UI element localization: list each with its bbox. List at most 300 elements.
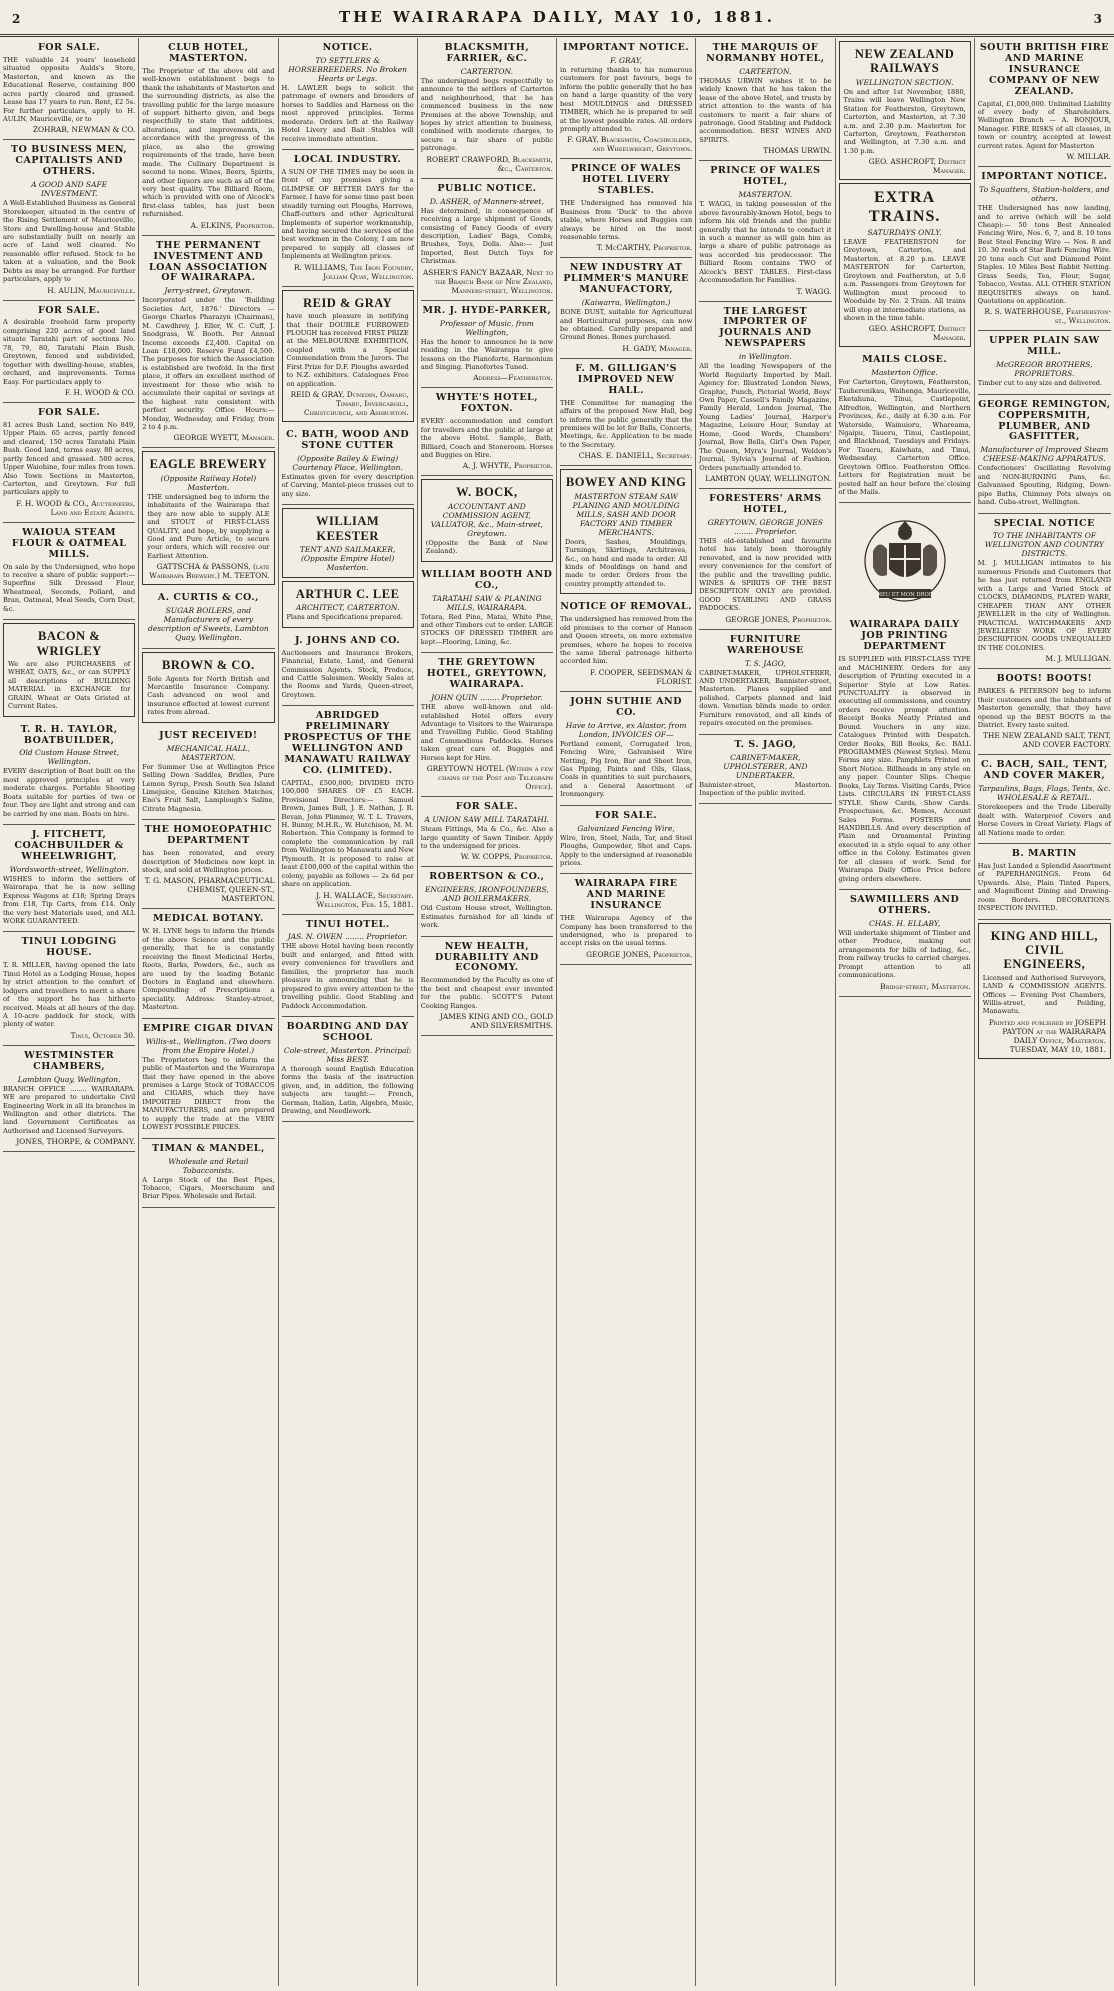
- advertisement: [3, 38, 135, 140]
- advertisement-body: M. J. MULLIGAN intimates to his numerous Friends and Customers that he has just returned from ENGLAND with a Large and Varied Stock of CLOCKS, DIAMONDS, PLATED WARE, CHEAPER THAN ANY OTHER JEWELLER in the city of Wellington. PRACTICAL WATCHMAKERS AND JEWELLERS' WORK OF EVERY DESCRIPTION. GOODS UNEQUALLED IN THE COLONIES.: [977, 559, 1111, 652]
- advertisement-heading: BOARDING AND DAY SCHOOL: [286, 1020, 409, 1043]
- advertisement-subheading: JOHN QUIN ........ Proprietor.: [431, 693, 543, 703]
- advertisement-heading: REID & GRAY: [303, 295, 393, 310]
- advertisement: [839, 350, 971, 503]
- advertisement-subheading: TARATAHI SAW & PLANING MILLS, WAIRARAPA.: [432, 593, 542, 612]
- advertisement-body: A desirable freehold farm property comprising 220 acres of good land situate Taratahi part of sections No. 78, 79, 80, Taratahi Plain Bush, Greytown, fenced and subdivided, together with dwelling-house, stables, orchard, and improvements. Terms Easy. For particulars apply to: [3, 318, 136, 386]
- advertisement: [282, 290, 414, 422]
- advertisement: [978, 514, 1111, 670]
- advertisement-heading: NOTICE.: [322, 42, 373, 53]
- advertisement: [421, 179, 553, 301]
- newspaper-column-2: [139, 38, 278, 1986]
- advertisement-body: Timber cut to any size and delivered.: [977, 379, 1103, 388]
- advertisement: [142, 1019, 274, 1139]
- advertisement-heading: FURNITURE WAREHOUSE: [727, 633, 804, 656]
- advertisement-signature: GEO. ASHCROFT, District Manager.: [868, 324, 966, 343]
- advertisement-heading: LOCAL INDUSTRY.: [293, 153, 402, 165]
- advertisement-body: A Large Stock of the Best Pipes, Tobacco, Cigars, Meerschaum and Briar Pipes. Wholesale and Retail.: [142, 1175, 275, 1201]
- advertisement-subheading: SUGAR BOILERS, and Manufacturers of every description of Sweets, Lambton Quay, Wellington.: [148, 606, 269, 643]
- coat-of-arms-emblem: [859, 509, 951, 609]
- advertisement-body: THOMAS URWIN wishes it to be widely known that he has taken the lease of the above Hotel, and trusts by strict attention to the wants of his customers to merit a fair share of patronage. Good Stabling and Paddock accommodation. BEST WINES AND SPIRITS.: [699, 76, 832, 144]
- advertisement-subheading: CARTERTON.: [739, 66, 792, 76]
- advertisement-subheading: CARTERTON.: [460, 66, 514, 76]
- advertisement-body: T. R. MILLER, having opened the late Tinui Hotel as a Lodging House, hopes by strict attention to the comfort of lodgers and travellers to merit a share of the support he has hitherto received. Meals at all hours of the day. A 10-acre paddock for stock, with plenty of water.: [3, 961, 136, 1029]
- advertisement-heading: T. S. JAGO,: [734, 738, 797, 750]
- newspaper-column-7: [836, 38, 975, 1986]
- advertisement-signature: M. J. MULLIGAN.: [1045, 654, 1111, 664]
- advertisement: [839, 183, 971, 347]
- advertisement-subheading: McGREGOR BROTHERS, PROPRIETORS.: [996, 360, 1093, 379]
- page-number-left: 2: [12, 12, 21, 26]
- advertisement-heading: SAWMILLERS AND OTHERS.: [849, 894, 960, 916]
- advertisement-heading: WILLIAM BOOTH AND CO.,: [421, 568, 553, 591]
- advertisement-subheading: (Kaiwarra, Wellington.): [581, 298, 671, 308]
- advertisement-body: CABINET-MAKER, UPHOLSTERER, AND UNDERTAKER, Bannister-street, Masterton. Planes supplied and polished. Carpets planned and laid down. Venetian blinds made to order. Furniture renovated, and all kinds of repairs executed on the premises.: [699, 668, 832, 728]
- advertisement-subheading: CHAS. H. ELLABY,: [869, 918, 941, 928]
- advertisement-subheading: D. ASHER, of Manners-street,: [429, 196, 544, 206]
- advertisement: [142, 38, 274, 236]
- advertisement: [699, 302, 831, 489]
- advertisement-heading: GEORGE REMINGTON, COPPERSMITH, PLUMBER, AND GASFITTER,: [978, 398, 1111, 443]
- advertisement-heading: BOWEY AND KING: [565, 475, 687, 490]
- advertisement-subheading: GREYTOWN. GEORGE JONES ........ Proprietor.: [707, 517, 823, 536]
- advertisement: [142, 236, 274, 449]
- advertisement-heading: THE PERMANENT INVESTMENT AND LOAN ASSOCIATION OF WAIRARAPA.: [148, 239, 268, 284]
- advertisement-heading: THE GREYTOWN HOTEL, GREYTOWN, WAIRARAPA.: [426, 657, 548, 691]
- advertisement: [3, 301, 135, 403]
- newspaper-column-4: [418, 38, 557, 1986]
- advertisement-body: THIS old-established and favourite hotel has lately been thoroughly renovated, and is now provided with every convenience for the comfort of the public and the travelling public. WINES & SPIRITS OF THE BEST DESCRIPTION ONLY are provided. GOOD STABLING AND GRASS PADDOCKS.: [699, 536, 832, 613]
- advertisement-body: EVERY description of Boat built on the most approved principles at very moderate charges. Portable Shooting Boats suitable for parties of two or four. They are light and strong and can be carried by one man. Boats on hire.: [3, 767, 136, 818]
- advertisement: [421, 867, 553, 936]
- advertisement-heading: WESTMINSTER CHAMBERS,: [24, 1049, 115, 1072]
- advertisement-subheading: A UNION SAW MILL TARATAHI.: [424, 815, 550, 825]
- advertisement-heading: WHYTE'S HOTEL, FOXTON.: [435, 392, 539, 415]
- advertisement-subheading: ARCHITECT, CARTERTON.: [295, 603, 400, 613]
- advertisement-subheading: Lambton Quay, Wellington.: [17, 1074, 121, 1084]
- advertisement-heading: BOOTS! BOOTS!: [996, 673, 1093, 685]
- advertisement: [560, 692, 692, 806]
- advertisement: [978, 844, 1111, 920]
- advertisement: [421, 653, 553, 797]
- advertisement-body: A SUN OF THE TIMES may be seen in front of my premises giving a GLIMPSE OF BETTER DAYS for the Farmer. I have for some time past been steadily turning out Ploughs, Harrows, Chaff-cutters and other Agricultural Implements of superior workmanship, and having secured the services of the best workmen in the Colony, I am now prepared to supply all classes of Implements at Wellington prices.: [281, 167, 414, 261]
- advertisement: [3, 523, 135, 620]
- advertisement-signature: F. COOPER, SEEDSMAN & FLORIST.: [590, 667, 693, 686]
- advertisement-signature: GATTSCHA & PASSONS, (late Wairarapa Brewery.) M. TEETON.: [149, 562, 270, 581]
- advertisement-signature: CHAS. E. DANIELL, Secretary.: [578, 451, 693, 461]
- advertisement-body: The Proprietor of the above old and well-known establishment begs to thank the inhabitants of Masterton and the surrounding districts, as also the travelling public for the large measure of support hitherto given, and begs respectfully to state that additions, alterations, and improvements, in accordance with the progress of the place, as also the growing requirements of the trade, have been made. The Culinary Department is second to none. Wines, Beers, Spirits, and other liquors are such as all of the very best quality. The Billiard Room, which is provided with one of Alcock's first-class tables, has just been refurnished.: [142, 66, 275, 219]
- advertisement-body: H. LAWLER begs to solicit the patronage of owners and breeders of horses to Saddles and Harness on the most approved principles. Terms moderate. Orders left at the Railway Hotel Livery and Bait Stables will receive immediate attention.: [281, 83, 414, 143]
- advertisement-body: IS SUPPLIED with FIRST-CLASS TYPE and MACHINERY. Orders for any description of Printing executed in a Superior Style at Low Rates. PUNCTUALITY is observed in executing all commissions, and country orders receive prompt attention. Receipt Books Neatly Printed and Bound. Vouchers in any size. Catalogues Printed with Despatch. Order Books, Bill Books, &c. BALL PROGRAMMES (Newest Styles). Menu Forms any size. Pamphlets Printed on Short Notice. Billheads in any style on any paper. Counter Slips. Cheque Books, Lay Terms. Visiting Cards, Price Lists. CIRCULARS IN FIRST-CLASS STYLE. Show Cards, Show Cards. Prospectuses, &c. Memos, Account Sales Forms. POSTERS and HANDBILLS. And every description of Plain and Ornamental Printing executed in a style equal to any other office in the Colony. Estimates given for all classes of work. Send for Wairarapa Daily Office Price before giving orders elsewhere.: [838, 655, 971, 883]
- advertisement-signature: F. H. WOOD & CO.: [64, 387, 136, 397]
- advertisement-subheading: A GOOD AND SAFE INVESTMENT.: [31, 180, 108, 199]
- advertisement-body: THE above well-known and old-established Hotel offers every Advantage to Visitors to the Wairarapa and Travelling Public. Good Stabling and Commodious Paddocks. Horses taken great care of. Buggies and Horses kept for Hire.: [420, 703, 553, 762]
- advertisement-heading: MR. J. HYDE-PARKER,: [422, 304, 552, 316]
- advertisement: [282, 631, 414, 707]
- advertisement-signature: H. GADY, Manager.: [622, 343, 693, 353]
- advertisement-body: Steam Fittings, Ma & Co., &c. Also a large quantity of Sawn Timber. Apply to the undersigned for prices.: [420, 825, 553, 850]
- advertisement-signature: THOMAS URWIN.: [763, 146, 832, 156]
- advertisement-body: Will undertake shipment of Timber and other Produce, making out arrangements for bills of lading, &c., from railway trucks to carried charges. Prompt attention to all communications.: [838, 928, 971, 980]
- advertisement-signature: Tinui, October 30.: [70, 1030, 136, 1040]
- advertisement-signature: T. McCARTHY, Proprietor.: [596, 243, 693, 253]
- advertisement-heading: TO BUSINESS MEN, CAPITALISTS AND OTHERS.: [11, 144, 128, 178]
- advertisement: [421, 301, 553, 389]
- advertisement: [560, 874, 692, 965]
- advertisement-heading: BROWN & CO.: [162, 658, 255, 673]
- advertisement-heading: B. MARTIN: [1011, 848, 1077, 859]
- advertisement-subheading: Wordsworth-street, Wellington.: [9, 864, 129, 874]
- advertisement: [282, 425, 414, 505]
- advertisement: [282, 915, 414, 1017]
- advertisement: [560, 38, 692, 159]
- advertisement-signature: ZOHRAB, NEWMAN & CO.: [32, 125, 136, 135]
- advertisement-heading: TIMAN & MANDEL,: [151, 1142, 265, 1154]
- advertisement-heading: NEW INDUSTRY AT PLIMMER'S MANURE MANUFACTORY,: [563, 262, 689, 296]
- advertisement-body: The undersigned has removed from the old premises to the corner of Hanson and Queen streets, on more extensive premises, where he hopes to receive the same liberal patronage hitherto accorded him.: [560, 615, 693, 666]
- advertisement: [142, 451, 274, 585]
- advertisement-subheading: WELLINGTON SECTION.: [855, 77, 954, 87]
- newspaper-column-8: [975, 38, 1114, 1986]
- advertisement-body: Totara, Red Pine, Matai, White Pine, and other Timbers cut to order. LARGE STOCKS OF DRESSED TIMBER are kept—Flooring, Lining, &c.: [420, 612, 553, 646]
- advertisement-body: Plans and Specifications prepared.: [286, 613, 403, 622]
- advertisement: [3, 932, 135, 1045]
- advertisement-heading: JOHN SUTHIE AND CO.: [570, 695, 682, 718]
- advertisement-subheading: (Opposite Bailey & Ewing) Courtenay Place, Wellington.: [292, 453, 403, 472]
- advertisement-body: Auctioneers and Insurance Brokers, Financial, Estate, Land, and General Commission Agents. Stock, Produce, and Cattle Salesmen. Weekly Sales at the Rooms and Yards, Queen-street, Greytown.: [281, 648, 414, 699]
- advertisement-subheading: ENGINEERS, IRONFOUNDERS, AND BOILERMAKERS.: [425, 885, 549, 904]
- advertisement-heading: FOR SALE.: [38, 406, 101, 418]
- advertisement-heading: NEW HEALTH, DURABILITY AND ECONOMY.: [434, 940, 539, 974]
- advertisement-heading: J. JOHNS AND CO.: [295, 634, 401, 646]
- advertisement-body: Incorporated under the 'Building Societies Act, 1876.' Directors — George Charles Pharazyn (Chairman), M. Cawdhrey, J. Eller, W. C. Cuff, J. Snodgrass, W. Booth. Per Annual Income exceeds £2,400. Capital on Loan £18,000. Reserve Fund £4,500. The purposes for which the Association is established are twofold. In the first place, it offers an excellent method of investment for those who wish to accumulate their capital or savings at the highest rate consistent with perfect security. Office Hours:— Monday, Wednesday, and Friday, from 2 to 4 p.m.: [142, 296, 275, 431]
- advertisement-body: On and after 1st November, 1880, Trains will leave Wellington New Station for Featherston, Greytown, Carterton, and Masterton, at 7.30 a.m. and 2.30 p.m. Masterton for Carterton, Greytown, Featherston and Wellington, at 7.30 a.m. and 1.30 p.m.: [843, 87, 966, 155]
- advertisement-heading: PRINCE OF WALES HOTEL,: [710, 165, 821, 188]
- advertisement-body: For Summer Use at Wellington Price Selling Down Saddles, Bridles, Pure Lemon Syrup, Fresh South Sea Island Limejuice, Genuine Kitchen Matches, Eno's Fruit Salt, Lamplough's Saline, Citrate Magnesia.: [142, 762, 275, 813]
- advertisement-body: have much pleasure in notifying that their DOUBLE FURROWED PLOUGH has received FIRST PRIZE at the MELBOURNE EXHIBITION, coupled with a Special Commendation from the Jurors. The First Prize for D.F. Ploughs awarded to N.Z. exhibitors. Catalogues Free on application.: [286, 312, 409, 388]
- advertisement-subheading: Manufacturer of Improved Steam CHEESE-MAKING APPARATUS.: [980, 445, 1109, 464]
- advertisement-body: THE valuable 24 years' leasehold situated opposite Aulds's Store, Masterton, and known as the Educational Reserve, containing 800 acres partly cleared and grassed. Lease has 17 years to run. Rent, £2 5s. For further particulars, apply to H. AULIN, Mauriceville, or to: [3, 55, 136, 123]
- advertisement: [421, 38, 553, 179]
- advertisement-signature: GEORGE JONES, Proprietor.: [586, 949, 693, 959]
- advertisement-subheading: MASTERTON.: [738, 190, 793, 200]
- advertisement: [3, 623, 135, 716]
- advertisement-signature: Bridge-street, Masterton.: [880, 981, 971, 991]
- advertisement-heading: ARTHUR C. LEE: [295, 586, 400, 601]
- advertisement: [421, 937, 553, 1037]
- advertisement-signature: JAMES KING AND CO., GOLD AND SILVERSMITHS.: [439, 1012, 553, 1031]
- advertisement-body: THE Undersigned has removed his Business from 'Duck' to the above stable, where Horses and Buggies can always be hired on the most reasonable terms.: [560, 199, 693, 241]
- advertisement: [282, 150, 414, 287]
- advertisement-signature: GREYTOWN HOTEL (Within a few chains of the Post and Telegraph Office).: [426, 764, 553, 792]
- advertisement-body: Recommended by the Faculty as one of the best and cheapest ever invented for the public. SCOTT'S Patent Cooking Ranges.: [420, 976, 553, 1010]
- advertisement-subheading: Masterton Office.: [871, 368, 938, 378]
- newspaper-column-3: [279, 38, 418, 1986]
- advertisement-heading: WILLIAM KEESTER: [316, 514, 380, 543]
- advertisement-heading: EXTRA TRAINS.: [868, 189, 941, 225]
- advertisement-body: For Carterton, Greytown, Featherston, Tauherenikau, Waihenga, Mauriceville, Eketahuna, Tinui, Castlepoint, Alfredton, Wellington, and Northern Provinces, &c., daily at 6.30 a.m. For Waterside, Wainuioru, Whareama, Ngaipu, Taueru, Tinui, Castlepoint, and Blackhead, Tuesdays and Fridays. For Taueru, Kaiwhata, and Tinui, Wednesday. Carterton Office. Greytown Office. Featherston Office. Letters for Registration must be posted half an hour before the closing of the Mails.: [838, 378, 971, 497]
- advertisement: [560, 258, 692, 359]
- advertisement: [560, 469, 692, 594]
- svg-text:DIEU ET MON DROIT: DIEU ET MON DROIT: [875, 592, 934, 599]
- advertisement-subheading: T. S. JAGO,: [744, 658, 786, 668]
- advertisement-heading: THE LARGEST IMPORTER OF JOURNALS AND NEWSPAPERS: [719, 305, 812, 350]
- advertisement-heading: W. BOCK,: [456, 485, 518, 500]
- advertisement: [978, 669, 1111, 755]
- masthead: [0, 0, 1114, 37]
- advertisement: [282, 1017, 414, 1122]
- advertisement-heading: CLUB HOTEL, MASTERTON.: [168, 42, 249, 64]
- advertisement: [142, 588, 274, 649]
- advertisement: [699, 489, 831, 630]
- advertisement: [421, 388, 553, 476]
- advertisement: [282, 581, 414, 628]
- advertisement-signature: GEO. ASHCROFT, District Manager.: [868, 157, 966, 176]
- advertisement-body: A thorough sound English Education forms the basis of the instruction given, and, in addition, the following subjects are taught:— French, German, Italian, Latin, Algebra, Music, Drawing, and Needlework.: [281, 1064, 414, 1115]
- advertisement: [3, 140, 135, 300]
- advertisement-heading: ABRIDGED PRELIMINARY PROSPECTUS OF THE WELLINGTON AND MANAWATU RAILWAY CO. (LIMITED).: [283, 710, 412, 776]
- advertisement-body: has been renovated, and every description of Medicines now kept in stock, and sold at Wellington prices.: [142, 849, 275, 875]
- advertisement-subheading: MASTERTON STEAM SAW PLANING AND MOULDING MILLS, SASH AND DOOR FACTORY AND TIMBER MERCHANTS.: [572, 491, 680, 537]
- advertisement-subheading: TO THE INHABITANTS OF WELLINGTON AND COUNTRY DISTRICTS.: [984, 531, 1105, 559]
- advertisement-signature: LAMBTON QUAY, WELLINGTON.: [705, 473, 832, 483]
- newspaper-column-6: [696, 38, 835, 1986]
- advertisement-subheading: SATURDAYS ONLY.: [867, 228, 942, 238]
- advertisement-body: The Proprietors beg to inform the public of Masterton and the Wairarapa that they have opened in the above premises a Large Stock of TOBACCOS and CIGARS, which they have IMPORTED DIRECT from the MANUFACTURERS, and are prepared to supply the trade at the VERY LOWEST POSSIBLE PRICES.: [142, 1055, 275, 1132]
- advertisement-signature: J. H. WALLACE, Secretary. Wellington, Feb. 15, 1881.: [316, 890, 414, 909]
- advertisement: [699, 735, 831, 805]
- advertisement-body: LEAVE FEATHERSTON for Greytown, Carterton, and Masterton, at 8.20 p.m. LEAVE MASTERTON for Carterton, Greytown and Featherston, at 5.0 a.m. Passengers from Greytown for Wellington must proceed to Woodside by No. 2 Train. All trains will stop at intermediate stations, as shown in the time table.: [843, 238, 966, 322]
- advertisement-body: THE above Hotel having been recently built and enlarged, and fitted with every convenience for travellers and families, the proprietor has much pleasure in announcing that he is prepared to give every attention to the travelling public. Good Stabling and Paddock Accommodation.: [281, 942, 414, 1010]
- advertisement: [978, 331, 1111, 394]
- advertisement: [839, 41, 971, 180]
- advertisement-heading: A. CURTIS & CO.,: [157, 592, 259, 604]
- advertisement-body: Confectioners' Oscillating Revolving and NON-BURNING Pans, &c. Galvanised Spouting, Ridging, Down-pipe Baths, Chimney Pots always on hand. Cuba-street, Wellington.: [977, 464, 1111, 507]
- advertisement-body: in returning thanks to his numerous customers for past favours, begs to inform the public generally that he has on hand a large quantity of the very best MOULDINGS and DRESSED TIMBER, which he is prepared to sell at the lowest possible rates. All orders promptly attended to.: [560, 65, 693, 133]
- advertisement: [142, 820, 274, 909]
- advertisement-signature: Address—Featherston.: [473, 373, 553, 383]
- newspaper-title: THE WAIRARAPA DAILY, MAY 10, 1881.: [339, 8, 775, 26]
- advertisement: [421, 565, 553, 654]
- advertisement-body: Estimates given for every description of Carving, Mantel-piece trusses cut to any size.: [281, 472, 414, 498]
- advertisement-body: Bannister-street, Masterton. Inspection of the public invited.: [699, 780, 832, 797]
- advertisement-heading: FORESTERS' ARMS HOTEL,: [709, 492, 822, 515]
- advertisement-heading: JUST RECEIVED!: [159, 729, 258, 741]
- advertisement-heading: IMPORTANT NOTICE.: [981, 171, 1108, 183]
- advertisement-signature: Printed and published by JOSEPH PAYTON at the WAIRARAPA DAILY Office, Masterton. TUESDAY, MAY 10, 1881.: [988, 1017, 1106, 1054]
- advertisement-subheading: Wholesale and Retail Tobacconists.: [168, 1156, 249, 1175]
- advertisement-body: All the leading Newspapers of the World Regularly Imported by Mail. Agency for: Illustrated London News, Graphic, Punch, Pictorial World, Boys' Own Paper, Cassell's Family Magazine, Family Herald, London Journal, The Young Ladies' Journal, Harper's Magazine, Leisure Hour, Sunday at Home, Good Words, Chambers' Journal, Bow Bells, Girl's Own Paper, The Queen, Myra's Journal, Weldon's Journal, Sylvia's Journal of Fashion. Orders punctually attended to.: [699, 362, 832, 472]
- advertisement-heading: BACON & WRIGLEY: [36, 629, 102, 658]
- advertisement-heading: F. M. GILLIGAN'S IMPROVED NEW HALL.: [575, 362, 678, 396]
- advertisement-signature: GEORGE WYETT, Manager.: [173, 433, 275, 443]
- advertisement-subheading: TENT AND SAILMAKER, (Opposite Empire Hotel) Masterton.: [299, 544, 396, 572]
- advertisement-heading: SPECIAL NOTICE: [993, 517, 1095, 529]
- advertisement-heading: C. BATH, WOOD AND STONE CUTTER: [286, 429, 410, 451]
- advertisement-heading: WAIOUA STEAM FLOUR & OATMEAL MILLS.: [11, 526, 127, 560]
- advertisement: [560, 597, 692, 692]
- advertisement-signature: H. AULIN, Mauriceville.: [47, 285, 136, 295]
- advertisement-heading: MEDICAL BOTANY.: [152, 913, 264, 925]
- advertisement-body: Has Just Landed a Splendid Assortment of PAPERHANGINGS. From 6d Upwards. Also, Plain Tinted Papers, and Magnificent Dining and Drawing-room Borders. DECORATIONS. INSPECTION INVITED.: [977, 861, 1111, 913]
- advertisement-body: Storekeepers and the Trade Liberally dealt with. Waterproof Covers and Horse Covers in Great Variety. Flags of all Nations made to order.: [977, 803, 1111, 837]
- advertisement-signature: ASHER'S FANCY BAZAAR, Next to the Branch Bank of New Zealand, Manners-street, Wellington.: [422, 267, 553, 295]
- page-number-right: 3: [1093, 12, 1102, 26]
- advertisement-signature: A. J. WHYTE, Proprietor.: [462, 461, 553, 471]
- advertisement-signature: W. MILLAR.: [1066, 152, 1111, 162]
- advertisement-subheading: MECHANICAL HALL, MASTERTON.: [166, 743, 250, 762]
- advertisement-body: Has the honor to announce he is now residing in the Wairarapa to give lessons on the Pianoforte, Harmonium and Singing. Pianofortes Tuned.: [420, 337, 553, 371]
- advertisement-heading: PRINCE OF WALES HOTEL LIVERY STABLES.: [570, 163, 682, 197]
- advertisement-subheading: ACCOUNTANT AND COMMISSION AGENT, VALUATOR, &c., Main-street, Greytown.: [430, 501, 543, 538]
- advertisement: [978, 755, 1111, 844]
- advertisement-heading: KING AND HILL, CIVIL ENGINEERS,: [990, 928, 1099, 972]
- advertisement: [142, 909, 274, 1018]
- advertisement-signature: F. H. WOOD & CO., Auctioneers, Land and Estate Agents.: [16, 498, 136, 517]
- advertisement: [282, 508, 414, 578]
- advertisement-heading: ROBERTSON & CO.,: [429, 871, 545, 883]
- advertisement-heading: C. BACH, SAIL, TENT, AND COVER MAKER,: [980, 759, 1108, 782]
- advertisement-subheading: (Opposite Railway Hotel) Masterton.: [160, 473, 257, 492]
- advertisement-signature: W. W. COPPS, Proprietor.: [460, 852, 553, 862]
- advertisement-heading: PUBLIC NOTICE.: [437, 182, 537, 194]
- advertisement-body: The undersigned begs respectfully to announce to the settlers of Carterton and neighbourhood, that he has commenced business in the new Premises at the above Township, and hopes by strict attention to business, combined with moderate charges, to secure a fair share of public patronage.: [420, 76, 553, 153]
- advertisement-heading: FOR SALE.: [595, 809, 658, 821]
- advertisement-signature: THE NEW ZEALAND SALT, TENT, AND COVER FACTORY.: [982, 731, 1111, 750]
- advertisement-body: WISHES to inform the settlers of Wairarapa that he is now selling Express Wagons at £18; Spring Drays from £18, Tip Carts, from £14. Only the very best Materials used, and ALL WORK GUARANTEED.: [3, 874, 136, 926]
- advertisement-heading: NEW ZEALAND RAILWAYS: [854, 47, 955, 76]
- advertisement-subheading: Professor of Music, from Wellington,: [439, 318, 534, 337]
- advertisement-heading: THE HOMOEOPATHIC DEPARTMENT: [144, 824, 273, 847]
- advertisement-heading: TINUI HOTEL.: [305, 918, 390, 930]
- advertisement: [142, 652, 274, 723]
- advertisement: [978, 923, 1111, 1059]
- advertisement-body: BRANCH OFFICE ........ WAIRARAPA. WE are prepared to undertake Civil Engineering Work in all its branches in Wellington and other districts. The land Government Certificates as Authorised and Licensed Surveyors.: [3, 1084, 136, 1135]
- advertisement-body: W. H. LYNE begs to inform the friends of the above Science and the public generally, that he is constantly receiving the finest Medicinal Herbs, Roots, Barks, Powders, &c., such as are used by the leading Botanic Doctors in England and elsewhere. Compounding of Prescriptions a speciality. Address: Stanley-street, Masterton.: [142, 927, 275, 1012]
- advertisement-subheading: Have to Arrive, ex Alastor, from London, INVOICES OF—: [565, 720, 687, 739]
- advertisement: [978, 167, 1111, 331]
- advertisement-subheading: in Wellington.: [739, 352, 792, 362]
- advertisement-body: T. WAGG, in taking possession of the above favourably-known Hotel, begs to inform his old friends and the public generally that he intends to conduct it in such a manner as will gain him as large a share of public patronage as was accorded his predecessor. The Billiard Room contains TWO of Alcock's BEST TABLES. First-class Accommodation for Families.: [699, 200, 832, 285]
- advertisement-heading: MAILS CLOSE.: [862, 354, 948, 366]
- advertisement-heading: SOUTH BRITISH FIRE AND MARINE INSURANCE COMPANY OF NEW ZEALAND.: [979, 42, 1109, 97]
- advertisement-body: We are also PURCHASERS of WHEAT, OATS, &c., or can SUPPLY all descriptions of BUILDING MATERIAL in EXCHANGE for GRAIN. Wheat or Oats Gristed at Current Rates.: [8, 659, 131, 711]
- advertisement: [282, 706, 414, 914]
- advertisement-heading: J. FITCHETT, COACHBUILDER & WHEELWRIGHT,: [14, 829, 124, 862]
- advertisement-heading: THE MARQUIS OF NORMANBY HOTEL,: [706, 42, 825, 64]
- advertisement-subheading: Cole-street, Masterton. Principal: Miss BEST.: [283, 1045, 412, 1064]
- advertisement: [421, 797, 553, 867]
- advertisement-subheading: Tarpaulins, Bags, Flags, Tents, &c. WHOLESALE & RETAIL.: [978, 784, 1111, 803]
- advertisement: [699, 161, 831, 301]
- advertisement-subheading: Galvanized Fencing Wire,: [577, 823, 675, 833]
- advertisement: [699, 38, 831, 161]
- advertisement: [3, 1046, 135, 1152]
- advertisement-subheading: CABINET-MAKER, UPHOLSTERER, AND UNDERTAKER,: [723, 752, 808, 780]
- advertisement: [282, 38, 414, 150]
- advertisement-body: THE Undersigned has now landing, and to arrive (which will be sold Cheap):— 50 tons Best Annealed Fencing Wire, Nos. 6, 7, and 8. 10 tons Best Steel Fencing Wire — Nos. 8 and 10. 30 reels of Star Barb Fencing Wire. 20 tons each Cut and Diamond Point Staples. 10 Miles Best Rabbit Netting. Grass Seeds, Tea, Flour, Sugar, Tobacco, Vestas. ALL OTHER STATION REQUISITES always on hand. Quotations on application.: [977, 204, 1111, 305]
- advertisement: [142, 1139, 274, 1208]
- advertisement-body: Doors, Sashes, Mouldings, Turnings, Skirtings, Architraves, &c., on hand and made to order. All kinds of Mouldings on hand and made to order. Orders from the country promptly attended to.: [565, 537, 688, 588]
- advertisement-signature: R. WILLIAMS, The Iron Foundry, Jolliam Quay, Wellington.: [293, 262, 414, 281]
- advertisement: [3, 825, 135, 932]
- advertisement-signature: T. WAGG.: [796, 286, 832, 296]
- advertisement-heading: BLACKSMITH, FARRIER, &C.: [444, 42, 530, 64]
- advertisement-signature: A. ELKINS, Proprietor.: [190, 220, 275, 230]
- advertisement-heading: T. R. H. TAYLOR, BOATBUILDER,: [20, 723, 118, 746]
- advertisement-heading: WAIRARAPA DAILY JOB PRINTING DEPARTMENT: [849, 619, 960, 653]
- advertisement: [560, 359, 692, 466]
- advertisement-subheading: Willis-st., Wellington. (Two doors from the Empire Hotel.): [145, 1036, 272, 1055]
- newspaper-column-5: [557, 38, 696, 1986]
- advertisement: [978, 38, 1111, 167]
- advertisement: [560, 159, 692, 258]
- advertisement: [839, 890, 971, 996]
- advertisement-heading: IMPORTANT NOTICE.: [563, 42, 690, 53]
- advertisement-body: PARKES & PETERSON beg to inform their customers and the inhabitants of Masterton generally, that they have opened up the BEST BOOTS in the District. Every taste suited.: [977, 687, 1111, 729]
- advertisement-body: THE Wairarapa Agency of the Company has been transferred to the undersigned, who is prepared to accept risks on the usual terms.: [560, 914, 693, 948]
- advertisement-subheading: TO SETTLERS & HORSEBREEDERS. No Broken Hearts or Legs.: [288, 55, 407, 83]
- advertisement-heading: UPPER PLAIN SAW MILL.: [989, 335, 1100, 358]
- advertisement-body: Licensed and Authorised Surveyors, LAND & COMMISSION AGENTS. Offices — Evening Post Chambers, Willis-street, and Peilding, Manawatu.: [982, 973, 1106, 1016]
- advertisement-signature: GEORGE JONES, Proprietor.: [725, 614, 832, 624]
- advertisement-body: Old Custom House street, Wellington. Estimates furnished for all kinds of work.: [420, 904, 553, 930]
- advertisement: [978, 395, 1111, 514]
- advertisement: [839, 615, 971, 890]
- advertisement-signature: F. GRAY, Blacksmith, Coachbuilder, and Wheelwright, Greytown.: [567, 135, 693, 154]
- advertisement-subheading: To Squatters, Station-holders, and others.: [979, 185, 1110, 204]
- advertisement-body: Portland cement, Corrugated Iron, Fencing Wire, Galvanised Wire Netting, Pig Iron, Bar and Sheet Iron, Gas Piping, Paints and Oils, Glass, Coals in quantities to suit purchasers, and a General Assortment of Ironmongery.: [560, 739, 693, 799]
- advertisement-heading: EMPIRE CIGAR DIVAN: [142, 1022, 274, 1034]
- advertisement-signature: R. S. WATERHOUSE, Featherston-st., Wellington.: [984, 307, 1111, 326]
- advertisement-body: THE Committee for managing the affairs of the proposed New Hall, beg to inform the public generally that the premises will be let for Balls, Concerts, Meetings, &c. Application to be made to the Secretary.: [560, 398, 693, 449]
- advertisement-subheading: JAS. N. OWEN ........ Proprietor.: [287, 932, 408, 942]
- advertisement-heading: EAGLE BREWERY: [149, 457, 268, 472]
- advertisement: [699, 630, 831, 735]
- advertisement-body: BONE DUST, suitable for Agricultural and Horticultural purposes, can now be obtained. Carefully prepared and Ground Bones. Bones purchased.: [560, 308, 693, 342]
- advertisement-body: 81 acres Bush Land, section No 849, Upper Plain. 65 acres, partly fenced and cleared, 150 acres Taratahi Plain Bush. Good land, terms easy. 80 acres, partly fenced and grassed. 500 acres, Upper Waiohine, four miles from town. Also Town Sections in Masterton, Carterton, and Greytown. For full particulars apply to: [3, 420, 136, 497]
- advertisement: [3, 720, 135, 825]
- advertisement-subheading: F. GRAY,: [610, 55, 643, 65]
- advertisement-body: On sale by the Undersigned, who hope to receive a share of public support:— Superfine Silk Dressed Flour, Wheatmeal, Seconds, Pollard, and Bran, Oatmeal, Meal Seeds, Corn Dust, &c.: [3, 562, 136, 613]
- advertisement-body: Wire, Iron, Steel, Nails, Tar, and Steel Ploughs, Gunpowder, Shot and Caps. Apply to the undersigned at reasonable prices.: [560, 833, 693, 867]
- advertisement: [142, 726, 274, 821]
- newspaper-column-1: [0, 38, 139, 1986]
- advertisement-heading: FOR SALE.: [38, 42, 101, 53]
- advertisement: [560, 806, 692, 875]
- advertisement-signature: JONES, THORPE, & COMPANY.: [16, 1137, 136, 1147]
- advertisement-body: EVERY accommodation and comfort for travellers and the public at large at the above Hotel. Sample, Bath, Billiard, Coach and Stoneroom. Horses and Buggies on Hire.: [420, 417, 553, 460]
- advertisement-body: (Opposite the Bank of New Zealand).: [425, 538, 548, 556]
- advertisement-signature: REID & GRAY, Dunedin, Oamaru, Timaru, Invercargill, Christchurch, and Ashburton.: [290, 390, 409, 418]
- advertisement-subheading: Old Custom House Street, Wellington.: [19, 748, 119, 767]
- advertisement-signature: ROBERT CRAWFORD, Blacksmith, &c., Carterton.: [426, 154, 553, 173]
- advertisement-body: Capital, £1,000,000. Unlimited Liability of every body of Shareholders. Wellington Branch — A. BONJOUR, Manager. FIRE RISKS of all classes, in town or country, accepted at lowest current rates. Agent for Masterton: [977, 99, 1111, 150]
- advertisement-heading: TINUI LODGING HOUSE.: [21, 936, 117, 959]
- advertisement-heading: WAIRARAPA FIRE AND MARINE INSURANCE: [574, 878, 678, 912]
- advertisement-heading: NOTICE OF REMOVAL.: [560, 601, 692, 613]
- advertisement-heading: FOR SALE.: [38, 304, 101, 316]
- advertisement-body: A Well-Established Business as General Storekeeper, situated in the centre of the Rising Settlement of Mauriceville, Store and Dwelling-house and Stable are substantially built on nearly an acre of Land well cleared. No reasonable offer refused. Stock to be taken at a valuation, and the Book Debts as may be arranged. For further particulars, apply to: [3, 199, 136, 284]
- advertisement-signature: T. G. MASON, PHARMACEUTICAL CHEMIST, QUEEN-ST., MASTERTON.: [144, 876, 275, 904]
- advertisement-body: THE undersigned beg to inform the inhabitants of the Wairarapa that they are now able to supply ALE and STOUT of FIRST-CLASS QUALITY, and hope, by supplying a Good and Pure Article, to secure your orders, which will receive our Earliest Attention.: [147, 492, 270, 560]
- advertisement-subheading: Jerry-street, Greytown.: [164, 286, 253, 296]
- advertisement-body: Sole Agents for North British and Mercantile Insurance Company. Cash advanced on wool and insurance effected at lowest current rates from abroad.: [147, 674, 270, 717]
- advertisement-heading: FOR SALE.: [455, 801, 518, 813]
- advertisement: [421, 479, 553, 561]
- advertisement-body: Has determined, in consequence of receiving a large shipment of Goods, consisting of Fancy Goods of every description, Ladies' Bags, Combs, Brushes, Toys, Dolls. Also:— Just Imported, Best Dutch Toys for Christmas.: [420, 206, 553, 266]
- advertisement: [3, 403, 135, 523]
